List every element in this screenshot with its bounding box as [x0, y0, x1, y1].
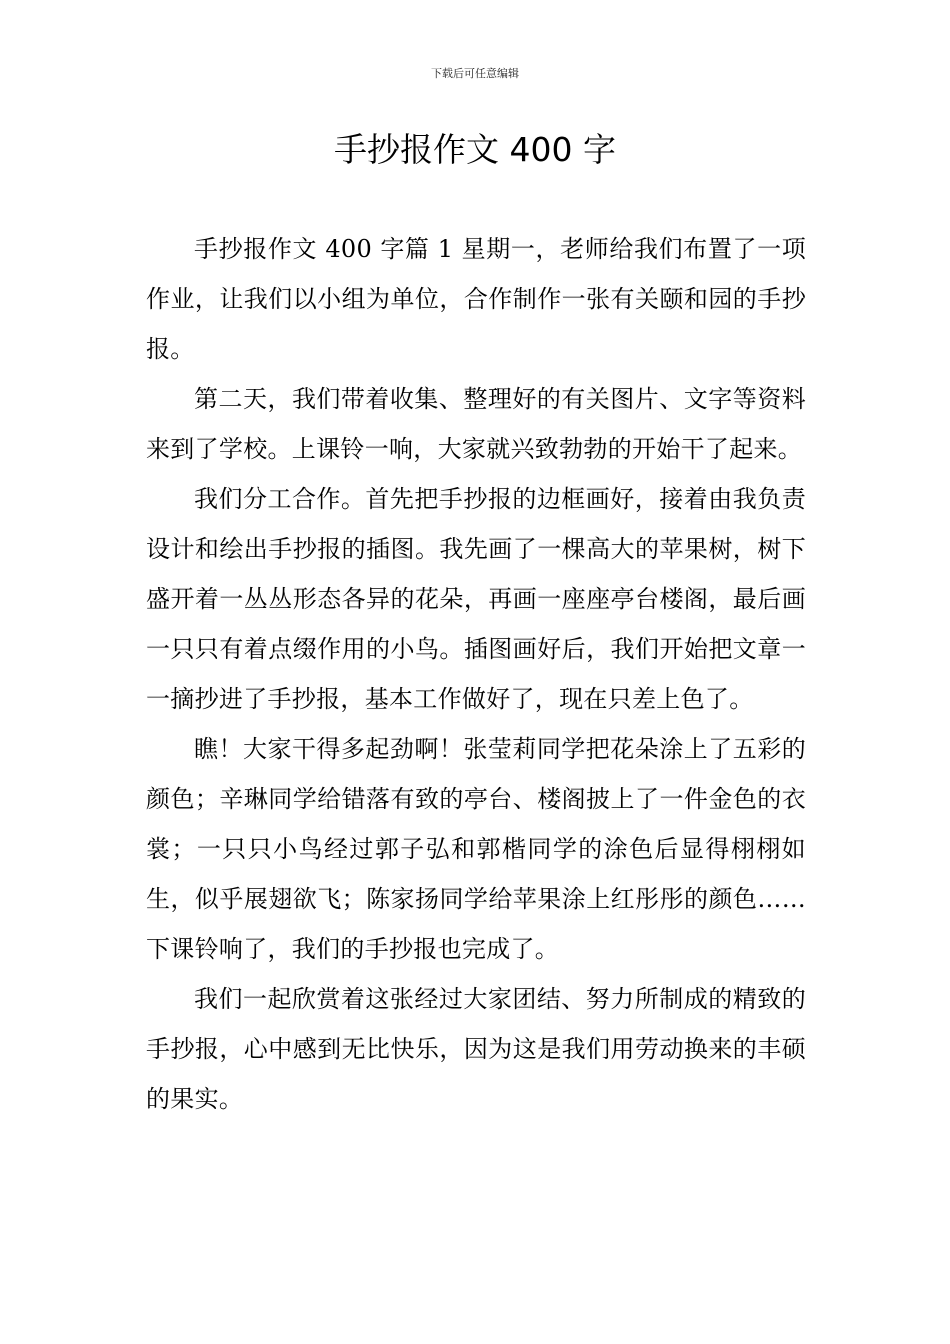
paragraph-2: 第二天，我们带着收集、整理好的有关图片、文字等资料来到了学校。上课铃一响，大家就兴致勃勃的开始干了起来。	[146, 385, 806, 463]
document-title: 手抄报作文 400 字	[334, 130, 616, 169]
paragraph-4: 瞧！大家干得多起劲啊！张莹莉同学把花朵涂上了五彩的颜色；辛琳同学给错落有致的亭台、楼阁披上了一件金色的衣裳；一只只小鸟经过郭子弘和郭楷同学的涂色后显得栩栩如生，似乎展翅欲飞；陈家扬同学给苹果涂上红彤彤的颜色……下课铃响了，我们的手抄报也完成了。	[146, 735, 806, 963]
paragraph-5: 我们一起欣赏着这张经过大家团结、努力所制成的精致的手抄报，心中感到无比快乐，因为这是我们用劳动换来的丰硕的果实。	[146, 985, 806, 1113]
document-body	[146, 224, 806, 1124]
paragraph-1: 手抄报作文 400 字篇 1 星期一，老师给我们布置了一项作业，让我们以小组为单位，合作制作一张有关颐和园的手抄报。	[146, 235, 806, 363]
paragraph-3: 我们分工合作。首先把手抄报的边框画好，接着由我负责设计和绘出手抄报的插图。我先画了一棵高大的苹果树，树下盛开着一丛丛形态各异的花朵，再画一座座亭台楼阁，最后画一只只有着点缀作用的小鸟。插图画好后，我们开始把文章一一摘抄进了手抄报，基本工作做好了，现在只差上色了。	[146, 485, 806, 713]
header-note: 下载后可任意编辑	[431, 67, 519, 80]
